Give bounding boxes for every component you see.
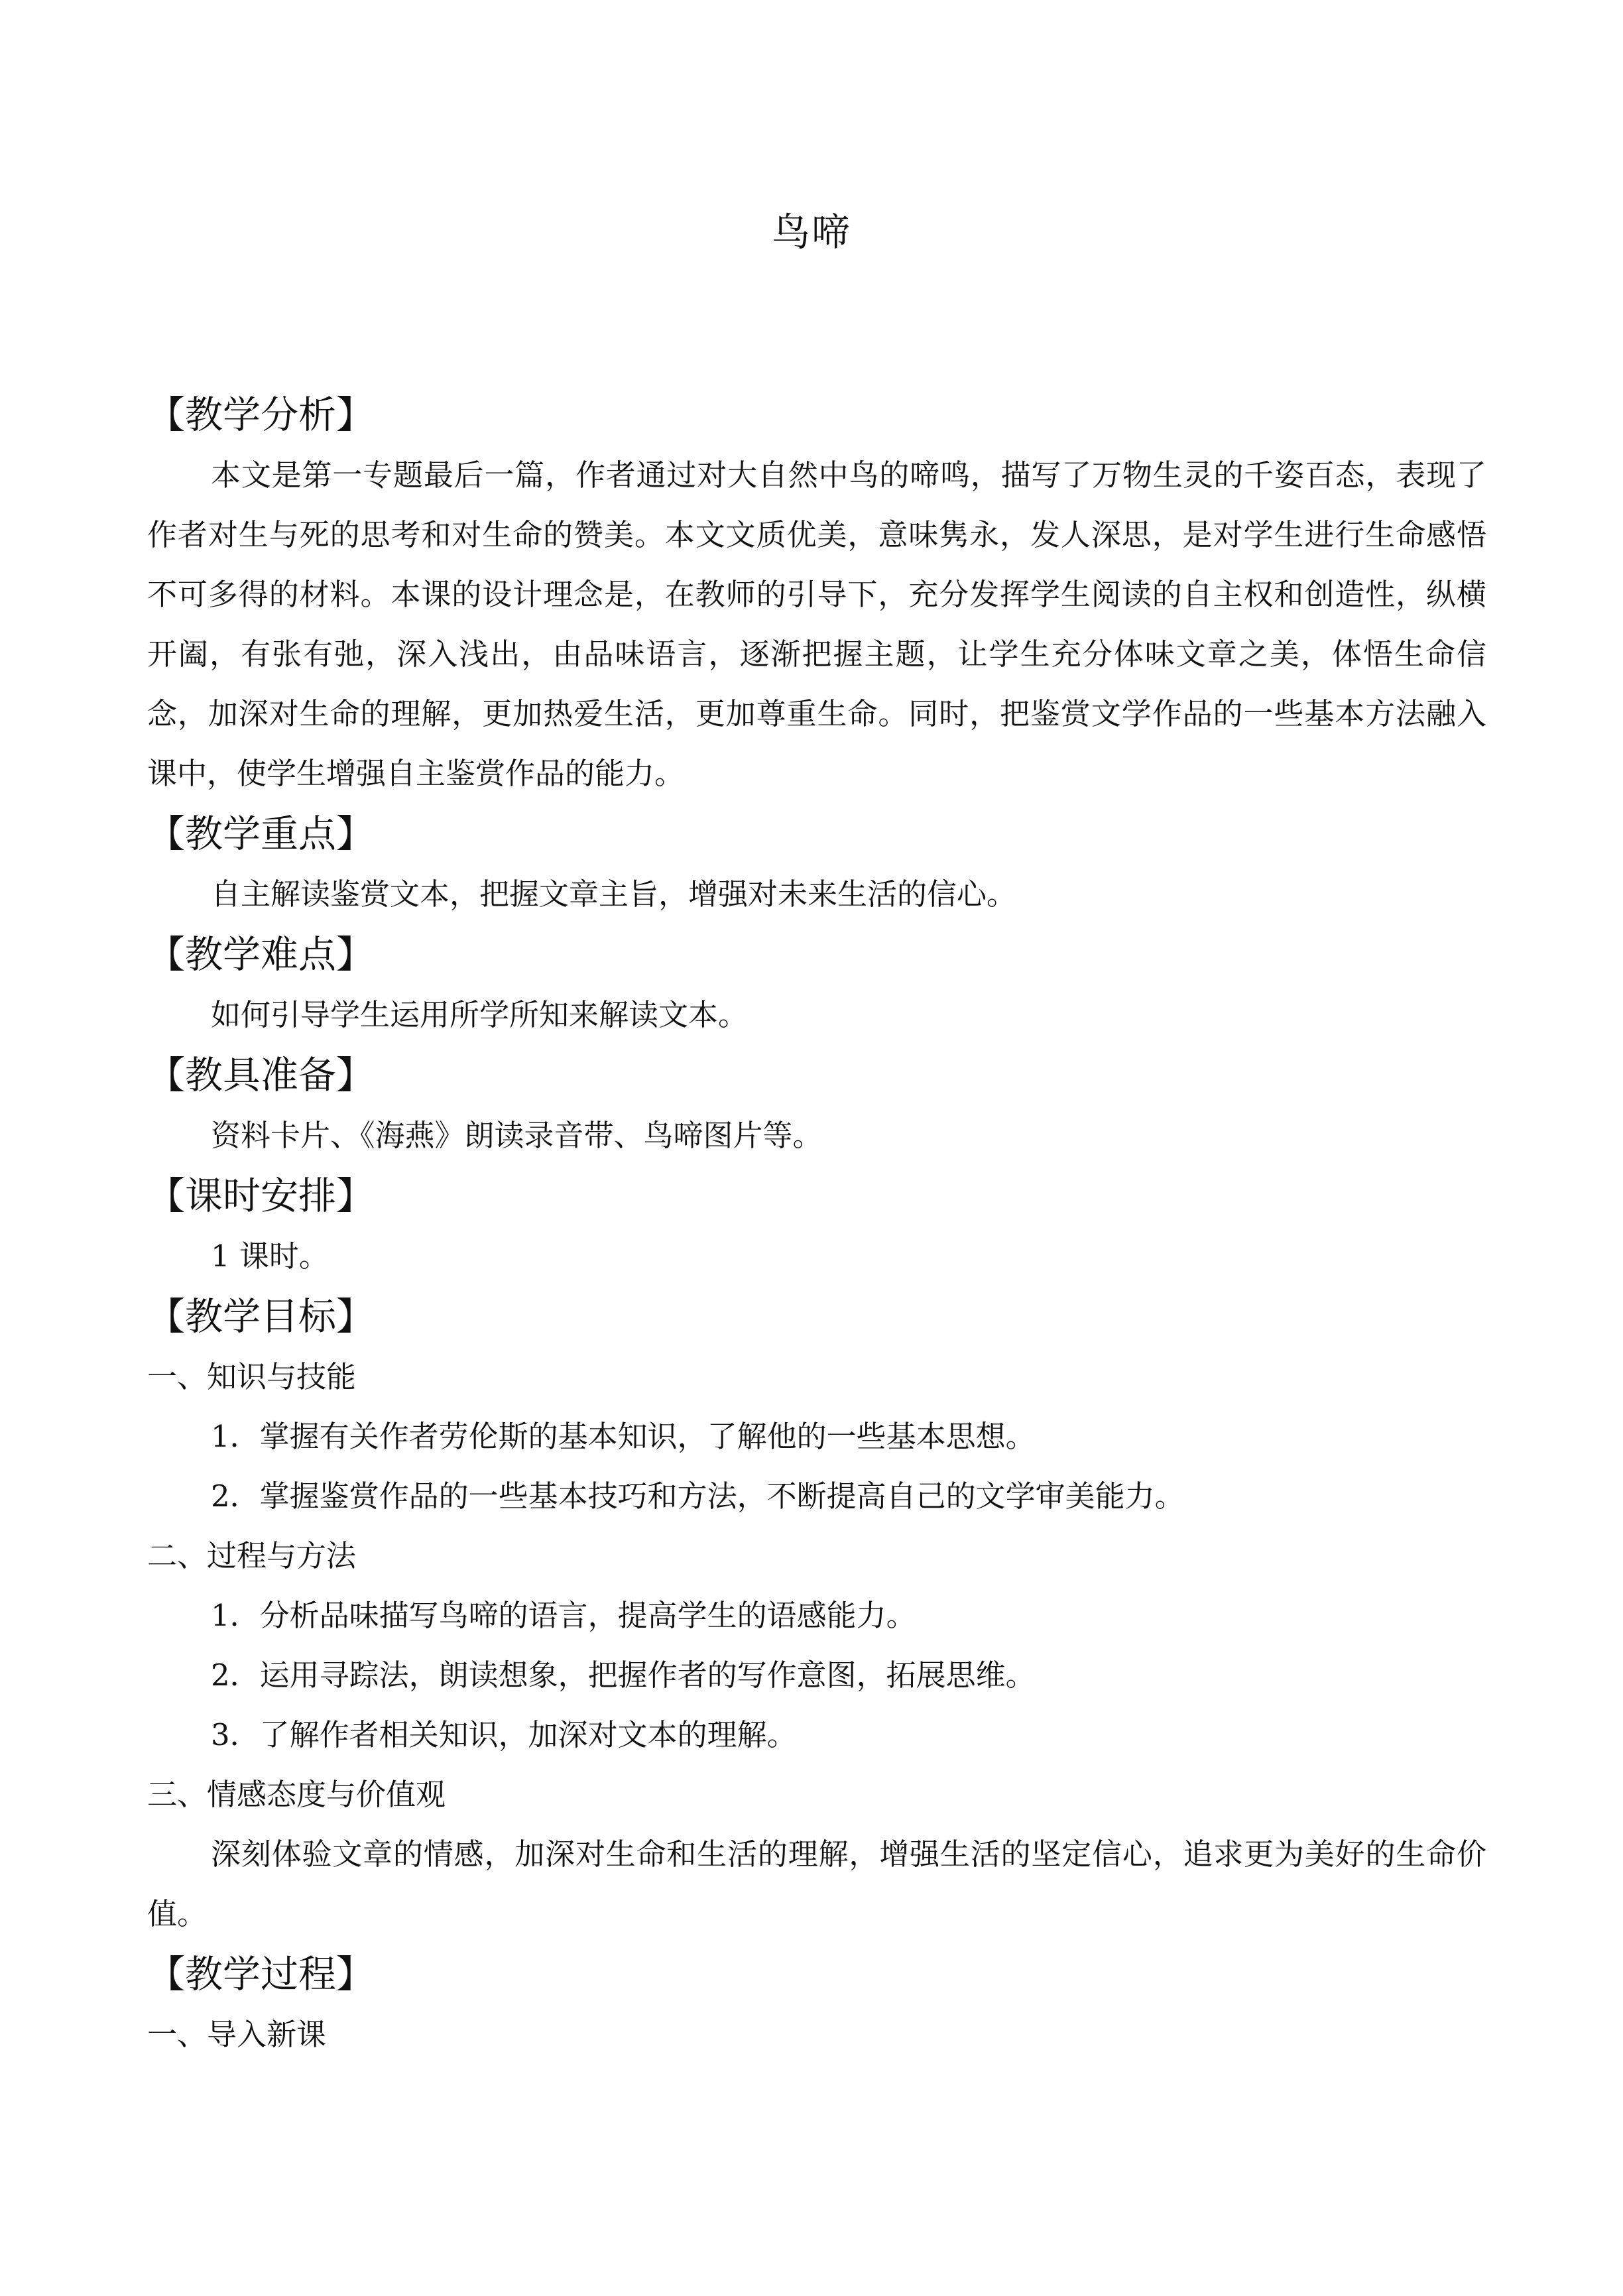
paragraph-key-points: 自主解读鉴赏文本，把握文章主旨，增强对未来生活的信心。 xyxy=(211,876,1017,912)
list-item: 3．了解作者相关知识，加深对文本的理解。 xyxy=(211,1717,797,1752)
document-body xyxy=(147,385,1486,2065)
subheading-process-methods: 二、过程与方法 xyxy=(147,1538,357,1573)
paragraph-teaching-analysis: 本文是第一专题最后一篇，作者通过对大自然中鸟的啼鸣，描写了万物生灵的千姿百态，表现了作者对生与死的思考和对生命的赞美。本文文质优美，意味隽永，发人深思，是对学生进行生命感悟不可多得的材料。本课的设计理念是，在教师的引导下，充分发挥学生阅读的自主权和创造性，纵横开阖，有张有弛，深入浅出，由品味语言，逐渐把握主题，让学生充分体味文章之美，体悟生命信念，加深对生命的理解，更加热爱生活，更加尊重生命。同时，把鉴赏文学作品的一些基本方法融入课中，使学生增强自主鉴赏作品的能力。 xyxy=(147,457,1486,791)
subheading-knowledge-skills: 一、知识与技能 xyxy=(147,1359,357,1394)
list-item: 2．掌握鉴赏作品的一些基本技巧和方法，不断提高自己的文学审美能力。 xyxy=(211,1479,1185,1514)
list-item: 2．运用寻踪法，朗读想象，把握作者的写作意图，拓展思维。 xyxy=(211,1658,1036,1693)
list-item: 1．掌握有关作者劳伦斯的基本知识，了解他的一些基本思想。 xyxy=(211,1419,1036,1454)
heading-teaching-analysis: 【教学分析】 xyxy=(147,393,374,437)
paragraph-difficulties: 如何引导学生运用所学所知来解读文本。 xyxy=(211,997,749,1032)
subheading-emotion-values: 三、情感态度与价值观 xyxy=(147,1777,446,1812)
heading-objectives: 【教学目标】 xyxy=(147,1295,374,1339)
heading-procedure: 【教学过程】 xyxy=(147,1953,374,1996)
heading-key-points: 【教学重点】 xyxy=(147,812,374,856)
paragraph-schedule: 1 课时。 xyxy=(211,1239,329,1274)
paragraph-emotion-values: 深刻体验文章的情感，加深对生命和生活的理解，增强生活的坚定信心，追求更为美好的生命价值。 xyxy=(147,1837,1486,1931)
heading-schedule: 【课时安排】 xyxy=(147,1174,374,1218)
heading-difficulties: 【教学难点】 xyxy=(147,933,374,977)
subheading-introduction: 一、导入新课 xyxy=(147,2017,327,2052)
paragraph-materials: 资料卡片、《海燕》朗读录音带、鸟啼图片等。 xyxy=(211,1118,823,1153)
list-item: 1．分析品味描写鸟啼的语言，提高学生的语感能力。 xyxy=(211,1598,916,1633)
heading-materials: 【教具准备】 xyxy=(147,1054,374,1097)
document-title: 鸟啼 xyxy=(771,210,851,255)
